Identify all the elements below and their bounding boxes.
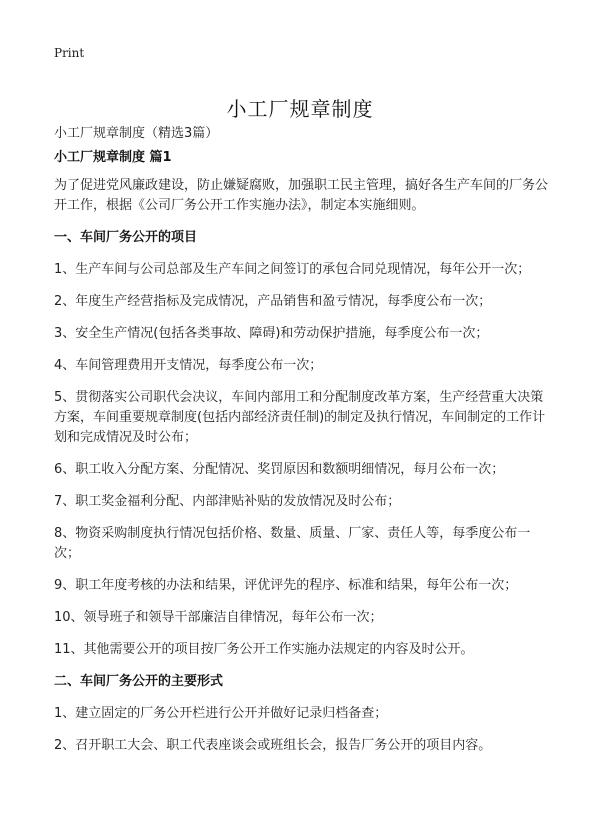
list-item: 1、建立固定的厂务公开栏进行公开并做好记录归档备查；: [54, 706, 388, 721]
article-heading: 小工厂规章制度 篇1: [54, 150, 172, 165]
intro-paragraph: 为了促进党风廉政建设，防止嫌疑腐败，加强职工民主管理，搞好各生产车间的厂务公开工作，根据《公司厂务公开工作实施办法》，制定本实施细则。: [54, 178, 549, 213]
list-item: 8、物资采购制度执行情况包括价格、数量、质量、厂家、责任人等，每季度公布一次；: [54, 526, 531, 561]
list-item: 2、年度生产经营指标及完成情况，产品销售和盈亏情况，每季度公布一次；: [54, 294, 492, 309]
section-heading-forms: 二、车间厂务公开的主要形式: [54, 674, 224, 689]
article-body: [54, 148, 550, 756]
list-item: 10、领导班子和领导干部廉洁自律情况，每年公布一次；: [54, 610, 383, 625]
list-item: 11、其他需要公开的项目按厂务公开工作实施办法规定的内容及时公开。: [54, 642, 474, 657]
list-item: 4、车间管理费用开支情况，每季度公布一次；: [54, 358, 323, 373]
document-subtitle: 小工厂规章制度（精选3篇）: [54, 126, 219, 141]
list-item: 5、贯彻落实公司职代会决议，车间内部用工和分配制度改革方案，生产经营重大决策方案，车间重要规章制度(包括内部经济责任制)的制定及执行情况，车间制定的工作计划和完成情况及时公布；: [54, 390, 546, 445]
list-item: 1、生产车间与公司总部及生产车间之间签订的承包合同兑现情况，每年公开一次；: [54, 262, 531, 277]
list-item: 9、职工年度考核的办法和结果，评优评先的程序、标准和结果，每年公布一次；: [54, 578, 518, 593]
list-item: 6、职工收入分配方案、分配情况、奖罚原因和数额明细情况，每月公布一次；: [54, 462, 505, 477]
page-title: 小工厂规章制度: [226, 97, 374, 122]
list-item: 2、召开职工大会、职工代表座谈会或班组长会，报告厂务公开的项目内容。: [54, 738, 492, 753]
print-link[interactable]: Print: [54, 46, 85, 60]
list-item: 3、安全生产情况(包括各类事故、障碍)和劳动保护措施，每季度公布一次；: [54, 326, 489, 341]
section-heading-items: 一、车间厂务公开的项目: [54, 230, 198, 245]
list-item: 7、职工奖金福利分配、内部津贴补贴的发放情况及时公布；: [54, 494, 401, 509]
